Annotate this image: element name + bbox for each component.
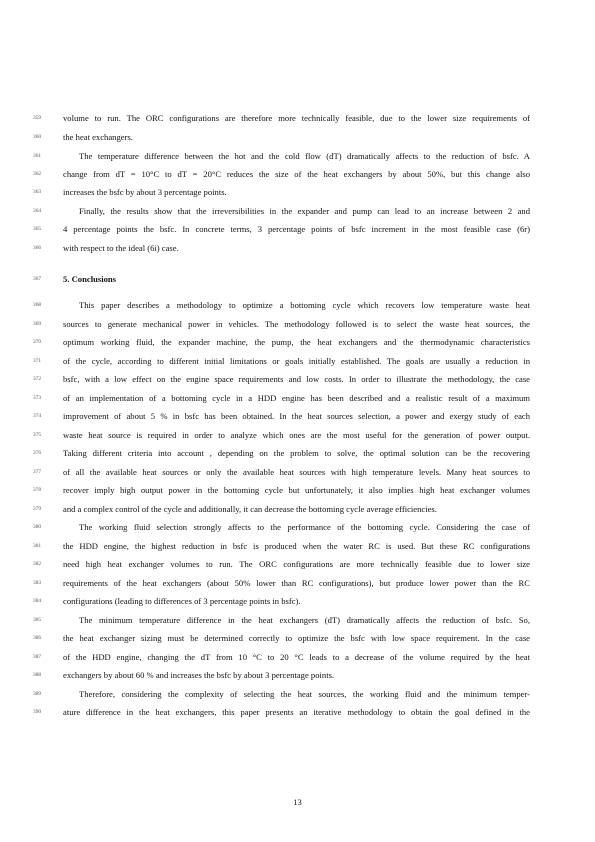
paragraph-line: exchangers by about 60 % and increases the bsfc by about 3 percentage points. xyxy=(63,670,335,680)
paragraph-line: Finally, the results show that the irreversibilities in the expander and pump can lead to an increase between 2 and xyxy=(79,206,530,216)
paragraph-line: This paper describes a methodology to optimize a bottoming cycle which recovers low temperature waste heat xyxy=(79,300,530,310)
paragraph-line: with respect to the ideal (6i) case. xyxy=(63,243,179,253)
line-number: 360 xyxy=(33,134,42,140)
text-line xyxy=(0,318,595,330)
line-number: 371 xyxy=(33,358,42,364)
line-number: 386 xyxy=(33,635,42,641)
paragraph-line: volume to run. The ORC configurations are therefore more technically feasible, due to the lower size requirements of xyxy=(63,113,530,123)
paragraph-line: sources to generate mechanical power in vehicles. The methodology followed is to select the waste heat sources, the xyxy=(63,319,530,329)
line-number: 387 xyxy=(33,654,42,660)
line-number: 365 xyxy=(33,226,42,232)
text-line xyxy=(0,447,595,459)
text-line xyxy=(0,429,595,441)
section-heading: 5. Conclusions xyxy=(63,274,117,284)
paragraph-line: of all the available heat sources or only the available heat sources with high temperature levels. Many heat sources to xyxy=(63,467,530,477)
paragraph-line: optimum working fluid, the expander machine, the pump, the heat exchangers and the thermodynamic characteristics xyxy=(63,337,530,347)
paragraph-line: the HDD engine, the highest reduction in bsfc is produced when the water RC is used. But these RC configurations xyxy=(63,541,530,551)
line-number: 388 xyxy=(33,672,42,678)
line-number: 384 xyxy=(33,598,42,604)
paragraph-line: The temperature difference between the hot and the cold flow (dT) dramatically affects to the reduction of bsfc. A xyxy=(79,151,530,161)
paragraph-line: of an implementation of a bottoming cycle in a HDD engine has been described and a realistic result of a maximum xyxy=(63,393,530,403)
text-line xyxy=(0,392,595,404)
line-number: 378 xyxy=(33,487,42,493)
paragraph-line: recover imply high output power in the bottoming cycle but unfortunately, it also implies high heat exchanger volumes xyxy=(63,485,530,495)
paragraph-line: the heat exchanger sizing must be determined correctly to optimize the bsfc with low space requirement. In the case xyxy=(63,633,530,643)
paragraph-line: and a complex control of the cycle and additionally, it can decrease the bottoming cycle average efficiencies. xyxy=(63,504,437,514)
text-line xyxy=(0,150,595,162)
paragraph-line: configurations (leading to differences of 3 percentage points in bsfc). xyxy=(63,596,301,606)
line-number: 367 xyxy=(33,276,42,282)
text-line xyxy=(0,168,595,180)
paragraph-line: of the cycle, according to different initial limitations or goals initially established. The goals are usually a reduction in xyxy=(63,356,530,366)
line-number: 379 xyxy=(33,506,42,512)
text-line xyxy=(0,577,595,589)
text-line xyxy=(0,651,595,663)
line-number: 376 xyxy=(33,450,42,456)
text-line xyxy=(0,466,595,478)
paragraph-line: waste heat source is required in order to analyze which ones are the most useful for the generation of power output. xyxy=(63,430,530,440)
text-line xyxy=(0,540,595,552)
line-number: 363 xyxy=(33,189,42,195)
text-line xyxy=(0,373,595,385)
line-number: 382 xyxy=(33,561,42,567)
text-line xyxy=(0,410,595,422)
paragraph-line: requirements of the heat exchangers (about 50% lower than RC configurations), but produce lower power than the RC xyxy=(63,578,530,588)
line-number: 390 xyxy=(33,709,42,715)
text-line xyxy=(0,503,595,515)
line-number: 375 xyxy=(33,432,42,438)
text-line xyxy=(0,112,595,124)
line-number: 368 xyxy=(33,302,42,308)
line-number: 364 xyxy=(33,208,42,214)
text-line xyxy=(0,632,595,644)
line-number: 380 xyxy=(33,524,42,530)
paragraph-line: Therefore, considering the complexity of selecting the heat sources, the working fluid and the minimum temper- xyxy=(79,689,530,699)
text-line xyxy=(0,484,595,496)
paragraph-line: The minimum temperature difference in the heat exchangers (dT) dramatically affects the reduction of bsfc. So, xyxy=(79,615,530,625)
line-number: 369 xyxy=(33,321,42,327)
page-number: 13 xyxy=(293,797,302,807)
line-number: 377 xyxy=(33,469,42,475)
line-number: 374 xyxy=(33,413,42,419)
text-line xyxy=(0,186,595,198)
line-number: 389 xyxy=(33,691,42,697)
text-line xyxy=(0,688,595,700)
text-line xyxy=(0,242,595,254)
paragraph-line: change from dT = 10°C to dT = 20°C reduces the size of the heat exchangers by about 50%, but this change also xyxy=(63,169,530,179)
paragraph-line: the heat exchangers. xyxy=(63,132,133,142)
text-line xyxy=(0,669,595,681)
line-number: 362 xyxy=(33,171,42,177)
paragraph-line: 4 percentage points the bsfc. In concrete terms, 3 percentage points of bsfc increment in the most feasible case (6r) xyxy=(63,224,530,234)
line-number: 383 xyxy=(33,580,42,586)
line-number: 359 xyxy=(33,115,42,121)
text-line xyxy=(0,521,595,533)
text-line xyxy=(0,614,595,626)
section-heading-line xyxy=(0,273,595,285)
line-number: 366 xyxy=(33,245,42,251)
paragraph-line: bsfc, with a low effect on the engine space requirements and low costs. In order to illustrate the methodology, the case xyxy=(63,374,530,384)
paragraph-line: Taking different criteria into account , depending on the problem to solve, the optimal solution can be the recovering xyxy=(63,448,530,458)
line-number: 381 xyxy=(33,543,42,549)
line-number: 361 xyxy=(33,153,42,159)
line-number: 372 xyxy=(33,376,42,382)
text-line xyxy=(0,299,595,311)
text-line xyxy=(0,205,595,217)
line-number: 370 xyxy=(33,339,42,345)
text-line xyxy=(0,595,595,607)
text-line xyxy=(0,223,595,235)
line-number: 385 xyxy=(33,617,42,623)
paragraph-line: increases the bsfc by about 3 percentage points. xyxy=(63,187,227,197)
text-line xyxy=(0,706,595,718)
text-line xyxy=(0,336,595,348)
paragraph-line: need high heat exchanger volumes to run. The ORC configurations are more technically feasible due to lower size xyxy=(63,559,530,569)
paragraph-line: The working fluid selection strongly affects to the performance of the bottoming cycle. Considering the case of xyxy=(79,522,530,532)
text-line xyxy=(0,355,595,367)
paragraph-line: of the HDD engine, changing the dT from 10 °C to 20 °C leads to a decrease of the volume required by the heat xyxy=(63,652,530,662)
text-line xyxy=(0,131,595,143)
paragraph-line: ature difference in the heat exchangers, this paper presents an iterative methodology to obtain the goal defined in the xyxy=(63,707,530,717)
line-number: 373 xyxy=(33,395,42,401)
text-line xyxy=(0,558,595,570)
paragraph-line: improvement of about 5 % in bsfc has been obtained. In the heat sources selection, a power and exergy study of each xyxy=(63,411,530,421)
